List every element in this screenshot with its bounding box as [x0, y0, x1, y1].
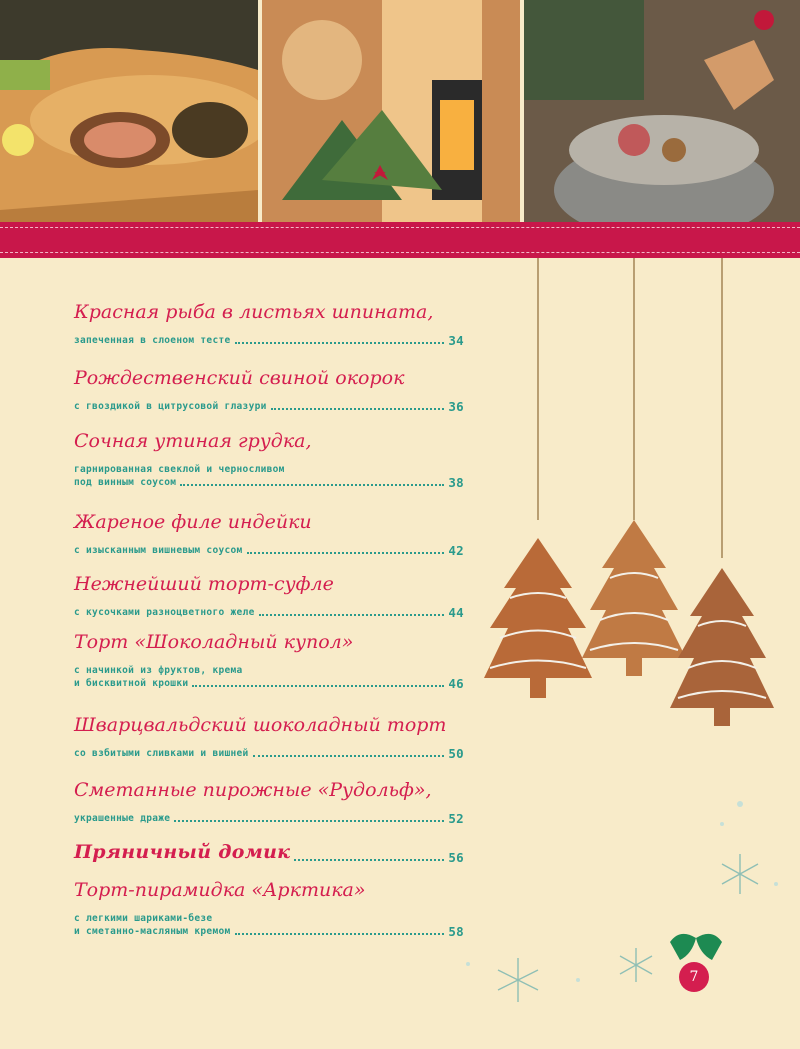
- photo-reindeer-basket: [524, 0, 800, 222]
- toc-entry[interactable]: [74, 572, 464, 619]
- tree-ornament-left: [484, 538, 592, 698]
- toc-entry-page: 46: [448, 676, 464, 691]
- toc-entry-page: 34: [448, 333, 464, 348]
- toc-entry-subtitle: запеченная в слоеном тесте: [74, 335, 231, 346]
- toc-entry-title: Пряничный домик: [74, 841, 291, 863]
- toc-entry[interactable]: [74, 840, 464, 864]
- toc-entry-subtitle: с изысканным вишневым соусом: [74, 545, 243, 556]
- toc-entry-title: Сметанные пирожные «Рудольф»,: [74, 779, 432, 801]
- dot-leader: [253, 754, 445, 757]
- toc-entry[interactable]: [74, 630, 464, 690]
- toc-entry-page: 36: [448, 399, 464, 414]
- dot-leader: [235, 341, 445, 344]
- dot-leader: [259, 613, 445, 616]
- tree-ornament-right: [670, 568, 774, 726]
- toc-entry-subtitle: и сметанно-масляным кремом: [74, 926, 231, 937]
- toc-entry-title: Рождественский свиной окорок: [74, 367, 405, 389]
- toc-entry-subtitle: с кусочками разноцветного желе: [74, 607, 255, 618]
- toc-entry-title: Сочная утиная грудка,: [74, 430, 312, 452]
- photo-lantern: [262, 0, 520, 222]
- toc-entry-title: Торт «Шоколадный купол»: [74, 631, 354, 653]
- dot-leader: [247, 551, 445, 554]
- toc-entry-subtitle: со взбитыми сливками и вишней: [74, 748, 249, 759]
- snowflake-icon: [498, 854, 758, 1002]
- toc-entry[interactable]: [74, 300, 464, 347]
- toc-entry-subtitle: гарнированная свеклой и черносливом: [74, 464, 285, 475]
- dot-leader: [180, 483, 444, 486]
- dot-leader: [235, 932, 445, 935]
- holly-leaves-icon: [670, 934, 722, 960]
- toc-entry-subtitle: украшенные драже: [74, 813, 171, 824]
- toc-entry[interactable]: [74, 510, 464, 557]
- toc-entry-subtitle: с легкими шариками-безе: [74, 913, 213, 924]
- toc-entry[interactable]: [74, 713, 464, 760]
- toc-entry-subtitle: и бисквитной крошки: [74, 678, 189, 689]
- toc-entry[interactable]: [74, 778, 464, 825]
- toc-entry-page: 56: [448, 850, 464, 865]
- ribbon-stitched-band: [0, 222, 800, 258]
- toc-entry-page: 38: [448, 475, 464, 490]
- toc-entry-page: 44: [448, 605, 464, 620]
- gingerbread-ornaments: [460, 258, 800, 1049]
- dot-leader: [192, 684, 444, 687]
- page-number: 7: [679, 962, 709, 992]
- toc-entry-page: 52: [448, 811, 464, 826]
- toc-entry-title: Шварцвальдский шоколадный торт: [74, 714, 447, 736]
- tree-ornament-middle: [582, 520, 686, 676]
- toc-entry-subtitle: с начинкой из фруктов, крема: [74, 665, 243, 676]
- dot-leader: [271, 407, 445, 410]
- toc-entry-subtitle: с гвоздикой в цитрусовой глазури: [74, 401, 267, 412]
- toc-entry-title: Жареное филе индейки: [74, 511, 312, 533]
- dot-leader: [294, 858, 444, 861]
- toc-entry-title: Нежнейший торт-суфле: [74, 573, 334, 595]
- toc-entry[interactable]: [74, 429, 464, 489]
- snow-dots: [466, 801, 778, 982]
- toc-entry-page: 42: [448, 543, 464, 558]
- photo-fish-pie: [0, 0, 258, 222]
- toc-entry[interactable]: [74, 878, 464, 938]
- toc-entry-page: 50: [448, 746, 464, 761]
- toc-entry-title: Торт-пирамидка «Арктика»: [74, 879, 366, 901]
- dot-leader: [174, 819, 444, 822]
- toc-entry[interactable]: [74, 366, 464, 413]
- toc-entry-subtitle: под винным соусом: [74, 477, 177, 488]
- header-photos: [0, 0, 800, 222]
- toc-entry-title: Красная рыба в листьях шпината,: [74, 301, 434, 323]
- toc-entry-page: 58: [448, 924, 464, 939]
